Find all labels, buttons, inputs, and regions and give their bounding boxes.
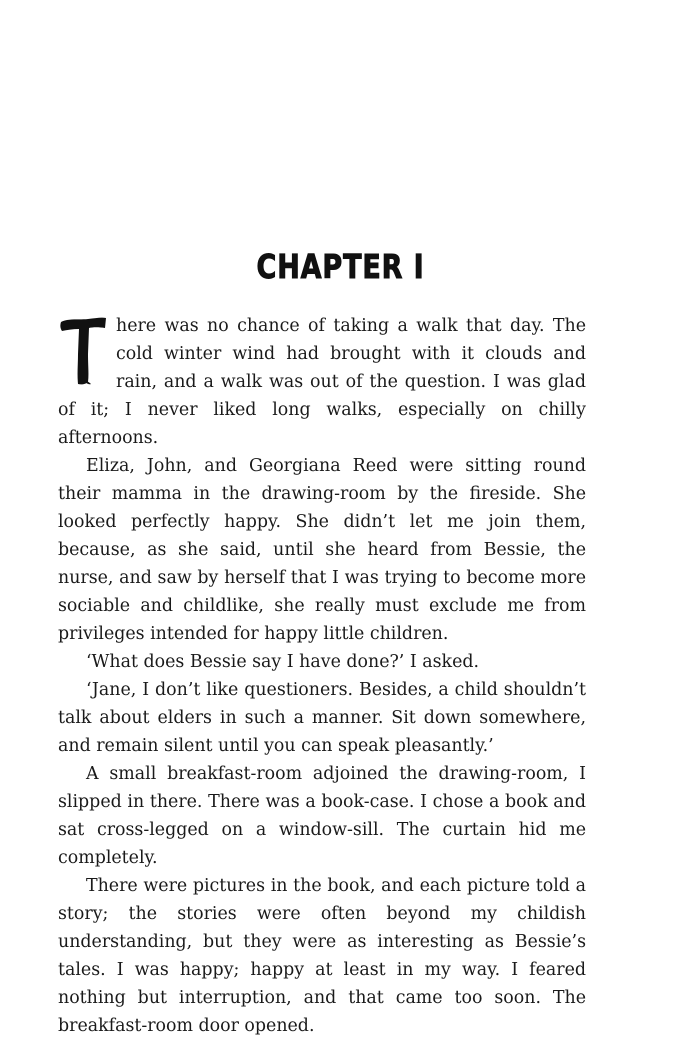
- paragraph-1: [58, 312, 586, 452]
- paragraph-3: ‘What does Bessie say I have done?’ I asked.: [86, 652, 480, 672]
- paragraph-1-text: here was no chance of taking a walk that day. The cold winter wind had brought with it clouds and rain, and a walk was out of the question. I was glad of it; I never liked long walks, especially on chilly afternoons.: [58, 316, 586, 448]
- paragraph-4: ‘Jane, I don’t like questioners. Besides, a child shouldn’t talk about elders in such a manner. Sit down somewhere, and remain silent until you can speak pleasantly.’: [58, 680, 586, 756]
- chapter-body: [58, 312, 586, 1040]
- paragraph-6: There were pictures in the book, and each picture told a story; the stories were often beyond my childish understanding, but they were as interesting as Bessie’s tales. I was happy; happy at least in my way. I feared nothing but interruption, and that came too soon. The breakfast-room door opened.: [58, 876, 586, 1036]
- paragraph-5: A small breakfast-room adjoined the drawing-room, I slipped in there. There was a book-case. I chose a book and sat cross-legged on a window-sill. The curtain hid me completely.: [58, 764, 586, 868]
- paragraph-2: Eliza, John, and Georgiana Reed were sitting round their mamma in the drawing-room by the fireside. She looked perfectly happy. She didn’t let me join them, because, as she said, until she heard from Bessie, the nurse, and saw by herself that I was trying to become more sociable and childlike, she really must exclude me from privileges intended for happy little children.: [58, 456, 586, 644]
- drop-cap-t-icon: [58, 314, 108, 386]
- chapter-title: CHAPTER I: [256, 247, 425, 286]
- drop-cap: [58, 314, 108, 386]
